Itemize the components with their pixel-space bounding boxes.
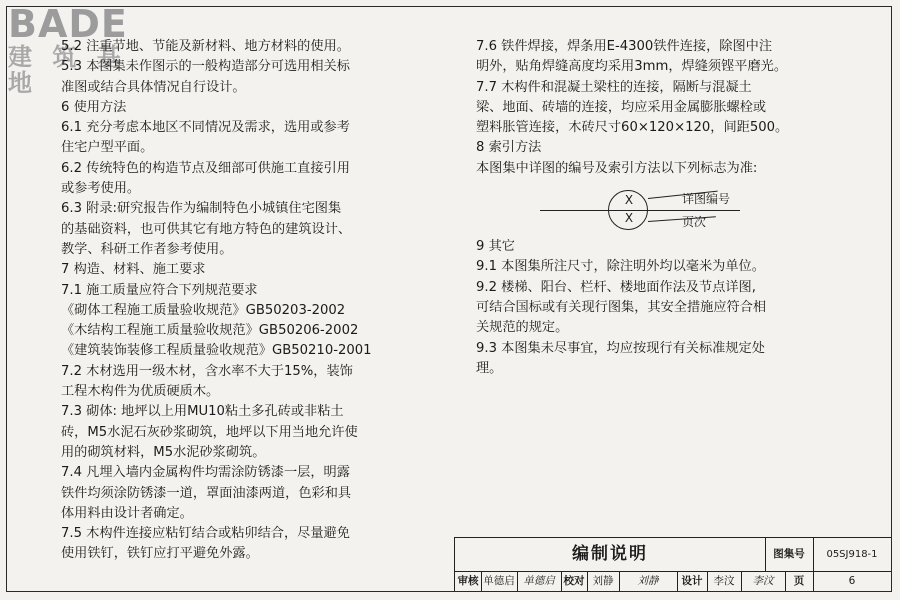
checker-name: 刘静 (587, 571, 620, 591)
text-line: 7.3 砌体: 地坪以上用MU10粘土多孔砖或非粘土 (61, 404, 344, 420)
page-number-symbol: X (624, 211, 634, 225)
text-line: 使用铁钉，铁钉应打平避免外露。 (61, 546, 259, 562)
design-label: 设计 (677, 571, 708, 591)
text-line: 7.7 木构件和混凝土梁柱的连接，隔断与混凝土 (476, 79, 752, 95)
text-line: 住宅户型平面。 (61, 140, 154, 156)
signature-row (455, 571, 891, 591)
text-line: 本图集中详图的编号及索引方法以下列标志为准: (476, 160, 758, 176)
page-number-value: 6 (848, 575, 856, 587)
atlas-number-label: 图集号 (765, 538, 814, 572)
text-line: 9.2 楼梯、阳台、栏杆、楼地面作法及节点详图, (476, 279, 756, 295)
text-line: 或参考使用。 (61, 181, 141, 197)
check-label: 校对 (561, 571, 588, 591)
text-line: 塑料胀管连接，木砖尺寸60×120×120，间距500。 (476, 120, 789, 136)
text-line: 工程木构件为优质硬质木。 (61, 384, 220, 400)
text-line: 9.1 本图集所注尺寸，除注明外均以毫米为单位。 (476, 259, 765, 275)
index-circle (608, 190, 648, 230)
index-symbol-diagram (540, 188, 760, 232)
text-line: 关规范的规定。 (476, 320, 569, 336)
section-heading: 7 构造、材料、施工要求 (61, 262, 206, 278)
detail-number-symbol: X (624, 193, 634, 207)
designer-name: 李汶 (707, 571, 742, 591)
text-line: 用的砌筑材料，M5水泥砂浆砌筑。 (61, 444, 266, 460)
text-line: 明外，贴角焊缝高度均采用3mm，焊缝须铿平磨光。 (476, 59, 788, 75)
text-line: 6.1 充分考虑本地区不同情况及需求，选用或参考 (61, 120, 350, 136)
drawing-title: 编制说明 (455, 538, 766, 572)
section-heading: 9 其它 (476, 239, 515, 255)
text-line: 教学、科研工作者参考使用。 (61, 241, 233, 257)
reviewer-name: 单德启 (481, 571, 518, 591)
left-column (61, 37, 372, 565)
text-line: 梁、地面、砖墙的连接，均应采用金属膨胀螺栓或 (476, 99, 767, 115)
text-line: 7.4 凡埋入墙内金属构件均需涂防锈漆一层，明露 (61, 465, 350, 481)
text-line: 6.3 附录:研究报告作为编制特色小城镇住宅图集 (61, 201, 342, 217)
text-line: 7.5 木构件连接应粘钉结合或粘卯结合，尽量避免 (61, 526, 350, 542)
atlas-number-value: 05SJ918-1 (813, 538, 891, 572)
title-block (454, 537, 891, 591)
checker-signature: 刘静 (619, 571, 678, 591)
text-line: 《建筑装饰装修工程质量验收规范》GB50210-2001 (61, 343, 372, 359)
text-line: 砖，M5水泥石灰砂浆砌筑，地坪以下用当地允许使 (61, 424, 358, 440)
text-line: 5.2 注重节地、节能及新材料、地方材料的使用。 (61, 39, 350, 54)
text-line: 理。 (476, 360, 503, 376)
detail-number-label: 详图编号 (682, 192, 731, 206)
text-line: 7.6 铁件焊接，焊条用E-4300铁件连接，除图中注 (476, 39, 773, 54)
text-line: 6.2 传统特色的构造节点及细部可供施工直接引用 (61, 160, 350, 176)
logo-subtext: 建 筑 基 地 (8, 43, 127, 97)
text-line: 的基础资料，也可供其它有地方特色的建筑设计、 (61, 221, 352, 237)
review-label: 审核 (455, 571, 482, 591)
page-number-label: 页 (785, 571, 814, 591)
logo-text: BADE (8, 2, 128, 46)
section-heading: 6 使用方法 (61, 99, 127, 115)
text-line: 9.3 本图集未尽事宜，均应按现行有关标准规定处 (476, 340, 765, 356)
text-line: 7.1 施工质量应符合下列规范要求 (61, 282, 258, 298)
text-line: 体用料由设计者确定。 (61, 505, 193, 521)
reviewer-signature: 单德启 (517, 571, 562, 591)
text-line: 《木结构工程施工质量验收规范》GB50206-2002 (61, 323, 359, 339)
section-heading: 8 索引方法 (476, 140, 542, 156)
text-line: 5.3 本图集未作图示的一般构造部分可选用相关标 (61, 59, 350, 75)
text-line: 《砌体工程施工质量验收规范》GB50203-2002 (61, 302, 346, 318)
text-line: 7.2 木材选用一级木材，含水率不大于15%，装饰 (61, 363, 353, 379)
text-line: 可结合国标或有关现行图集，其安全措施应符合相 (476, 299, 767, 315)
designer-signature: 李汶 (741, 571, 786, 591)
text-line: 准图或结合具体情况自行设计。 (61, 79, 246, 95)
page-label: 页次 (682, 215, 707, 229)
text-line: 铁件均须涂防锈漆一道，罩面油漆两道，色彩和具 (61, 485, 352, 501)
